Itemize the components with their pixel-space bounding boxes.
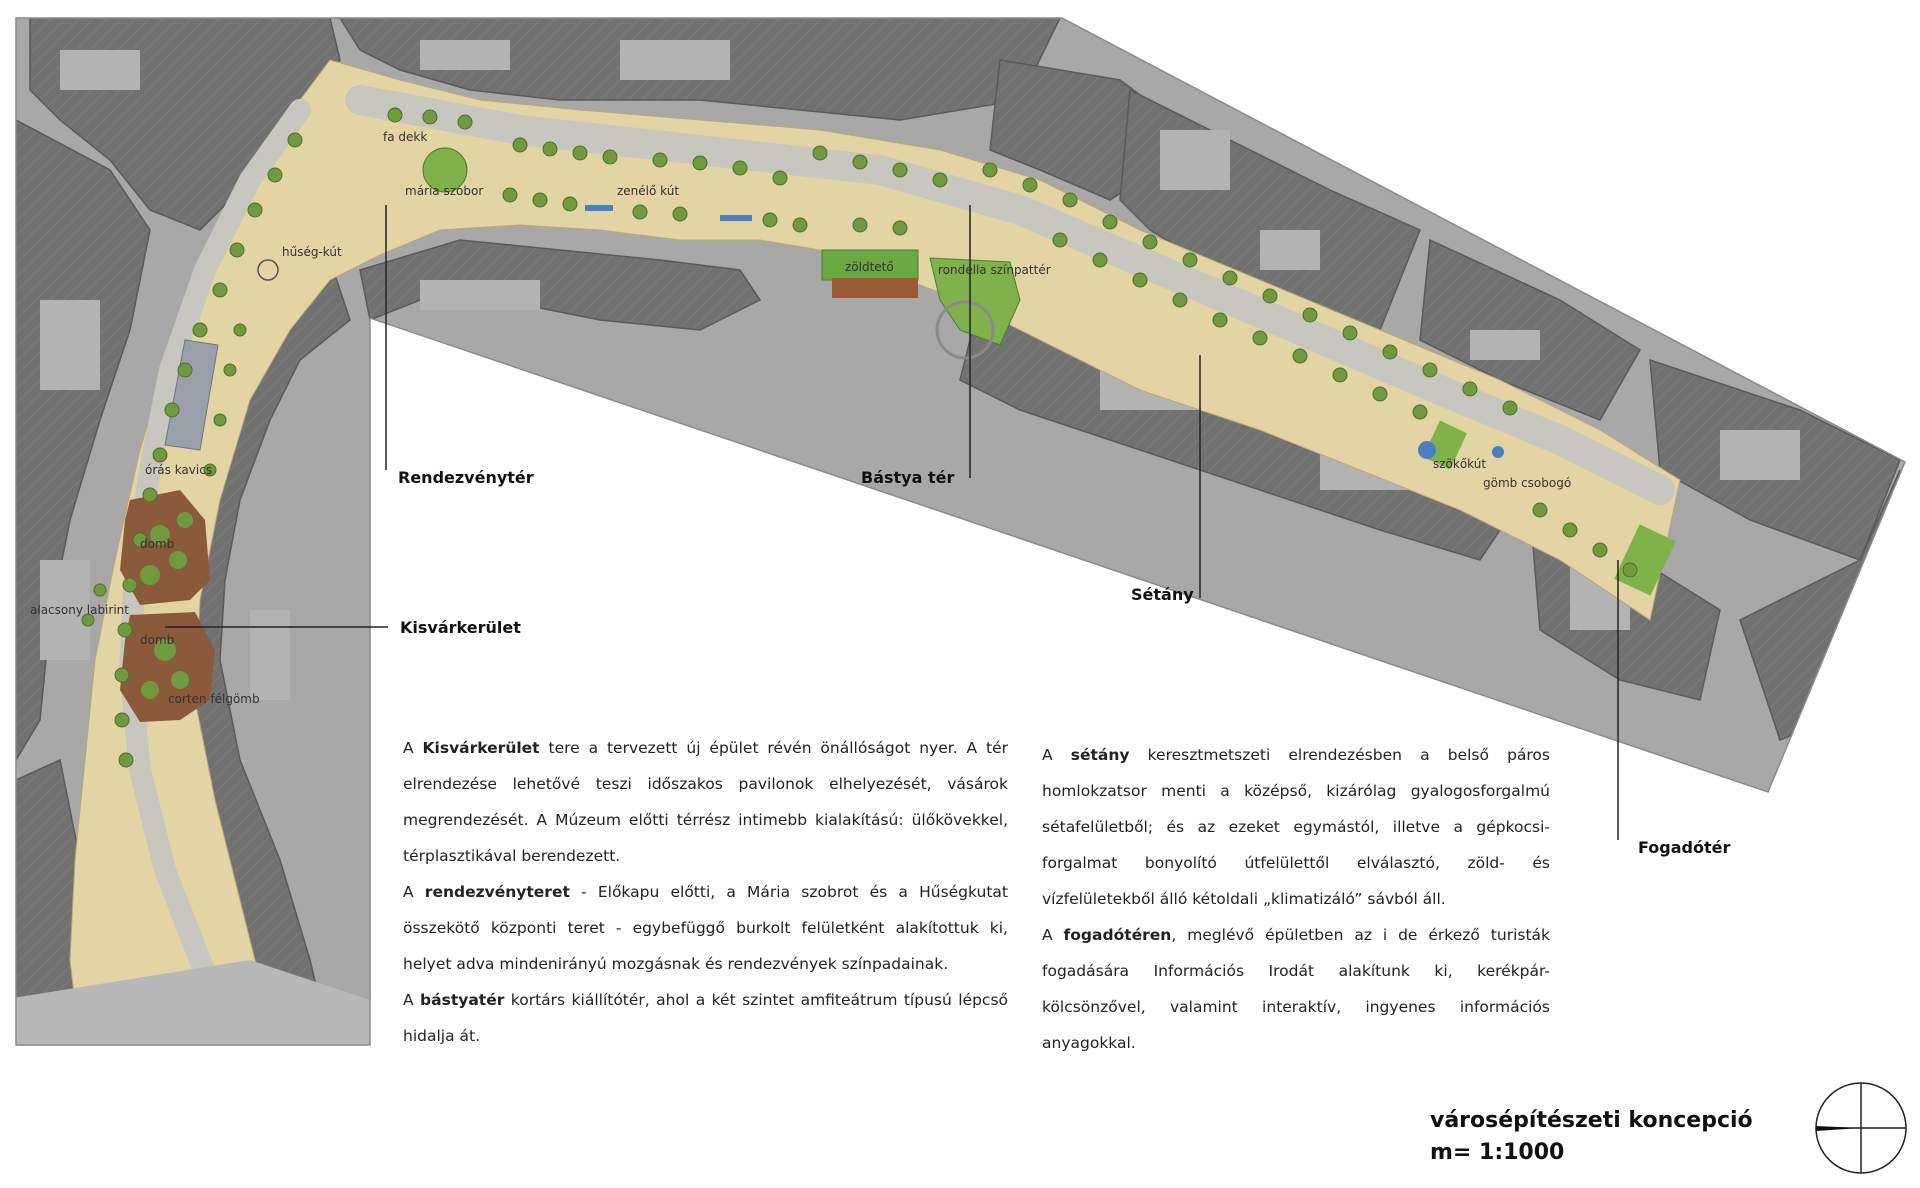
callout-fogadoter: Fogadótér (1638, 838, 1731, 857)
label-zenelo-kut: zenélő kút (617, 184, 680, 198)
label-szokokut: szökőkút (1433, 457, 1487, 471)
label-maria-szobor: mária szobor (405, 184, 484, 198)
label-fa-dekk: fa dekk (383, 130, 428, 144)
label-fulapos-labirint: alacsony labirint (30, 603, 129, 617)
label-corten-felgomb: corten félgömb (168, 692, 260, 706)
paragraph-rendezvenyter: A rendezvényteret - Előkapu előtti, a Mária szobrot és a Hűségkutat összekötő központi teret - egybefüggő burkolt felületként alakítottuk ki, helyet adva mindenirányú mozgásnak és rendezvények színpadainak. (403, 883, 1008, 973)
label-oras-kavics: órás kavics (145, 463, 213, 477)
callout-setany: Sétány (1131, 585, 1194, 604)
callout-rendezvenyter: Rendezvénytér (398, 468, 534, 487)
paragraph-kisvarkerulet: A Kisvárkerület tere a tervezett új épület révén önállóságot nyer. A tér elrendezése lehetővé teszi időszakos pavilonok elhelyezését, vásárok megrendezését. A Múzeum előtti térrész intimebb kialakítású: ülőkövekkel, térplasztikával berendezett. (403, 739, 1009, 865)
paragraph-bastyater: A bástyatér kortárs kiállítótér, ahol a két szintet amfiteátrum típusú lépcső hidalja át. (403, 991, 1008, 1045)
label-domb-2: domb (140, 633, 175, 647)
label-gomb-csobogo: gömb csobogó (1483, 476, 1572, 490)
paragraph-setany: A sétány keresztmetszeti elrendezésben a belső páros homlokzatsor menti a középső, kizárólag gyalogosforgalmú sétafelületből; és az ezeket egymástól, illetve a gépkocsi-forgalmat bonyolító útfelülettől elválasztó, zöld- és vízfelületekből álló kétoldali „klimatizáló” sávból áll. (1042, 746, 1550, 908)
sheet-scale: m= 1:1000 (1430, 1140, 1565, 1165)
callout-kisvarkerulet: Kisvárkerület (400, 618, 521, 637)
paragraph-fogadoter: A fogadótéren, meglévő épületben az i de érkező turisták fogadására Információs Irodát alakítunk ki, kerékpár-kölcsönzővel, valamint interaktív, ingyenes információs anyagokkal. (1042, 926, 1551, 1052)
north-arrow-icon (1816, 1083, 1906, 1173)
label-rondella: rondella színpattér (938, 263, 1051, 277)
sheet-title: városépítészeti koncepció (1430, 1108, 1753, 1133)
label-zoldteto: zöldtető (845, 260, 894, 274)
callout-bastya-ter: Bástya tér (861, 468, 955, 487)
description-right (1042, 737, 1550, 1061)
label-huseg-kut: hűség-kút (282, 245, 342, 259)
label-domb-1: domb (140, 537, 175, 551)
description-left (403, 730, 1008, 1054)
